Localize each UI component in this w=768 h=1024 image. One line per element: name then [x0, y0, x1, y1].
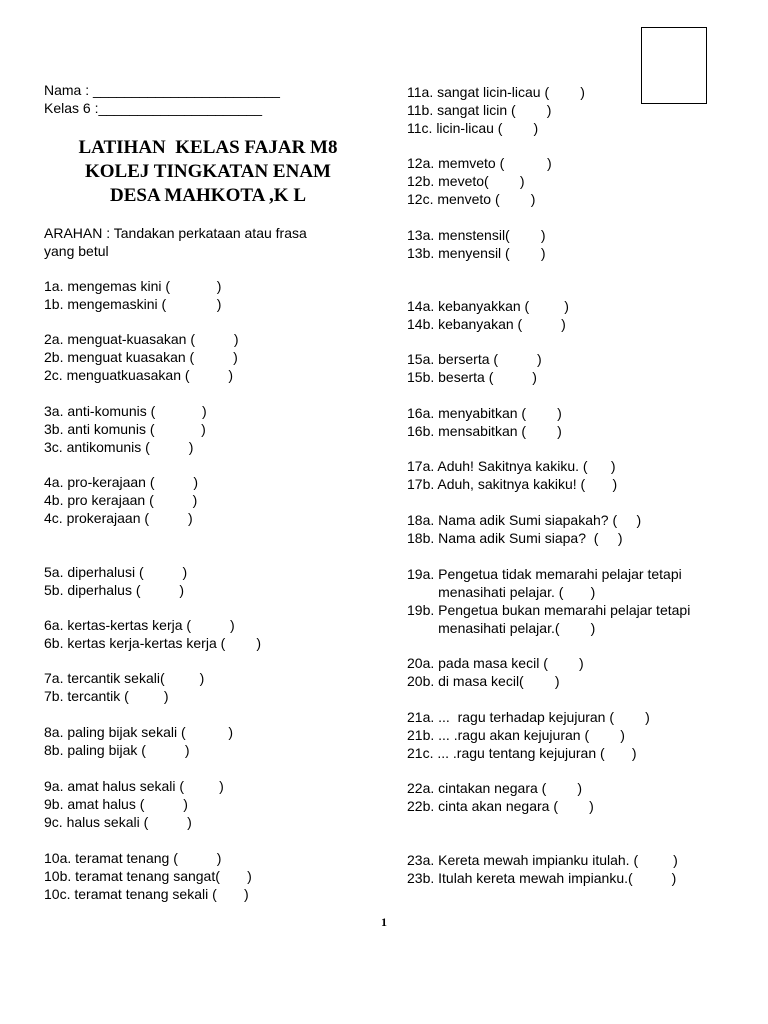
exercise-item: 15a. berserta ( ): [407, 351, 542, 367]
exercise-item: 21c. ... .ragu tentang kejujuran ( ): [407, 745, 637, 761]
exercise-item: 16a. menyabitkan ( ): [407, 405, 562, 421]
exercise-item: 4b. pro kerajaan ( ): [44, 492, 198, 508]
exercise-item: 1b. mengemaskini ( ): [44, 296, 222, 312]
exercise-item: 17b. Aduh, sakitnya kakiku! ( ): [407, 476, 618, 492]
exercise-item: 15b. beserta ( ): [407, 369, 537, 385]
title-line-2: KOLEJ TINGKATAN ENAM: [85, 161, 331, 182]
exercise-item: 13b. menyensil ( ): [407, 245, 546, 261]
name-field: Nama : ________________________: [44, 82, 280, 98]
exercise-item: 19a. Pengetua tidak memarahi pelajar tetapi: [407, 566, 682, 582]
exercise-item: 4a. pro-kerajaan ( ): [44, 474, 199, 490]
exercise-item: 12a. memveto ( ): [407, 155, 552, 171]
instruction-line-2: yang betul: [44, 243, 109, 259]
exercise-item: 3b. anti komunis ( ): [44, 421, 206, 437]
exercise-item: 7b. tercantik ( ): [44, 688, 169, 704]
exercise-item: 20b. di masa kecil( ): [407, 673, 560, 689]
exercise-item: 10a. teramat tenang ( ): [44, 850, 222, 866]
exercise-item: 6a. kertas-kertas kerja ( ): [44, 617, 235, 633]
exercise-item: 20a. pada masa kecil ( ): [407, 655, 584, 671]
page-number: 1: [381, 915, 387, 929]
exercise-item: 3a. anti-komunis ( ): [44, 403, 207, 419]
exercise-item: 19b. Pengetua bukan memarahi pelajar tetapi: [407, 602, 691, 618]
exercise-item: 10c. teramat tenang sekali ( ): [44, 886, 249, 902]
title-line-1: LATIHAN KELAS FAJAR M8: [78, 137, 338, 158]
exercise-item: 11c. licin-licau ( ): [407, 120, 539, 136]
exercise-item: 14a. kebanyakkan ( ): [407, 298, 569, 314]
instruction-line-1: ARAHAN : Tandakan perkataan atau frasa: [44, 225, 307, 241]
exercise-item: 1a. mengemas kini ( ): [44, 278, 222, 294]
exercise-item: 12b. meveto( ): [407, 173, 525, 189]
exercise-item: menasihati pelajar. ( ): [407, 584, 596, 600]
exercise-item: 12c. menveto ( ): [407, 191, 536, 207]
exercise-item: 7a. tercantik sekali( ): [44, 670, 205, 686]
exercise-item: 2a. menguat-kuasakan ( ): [44, 331, 239, 347]
exercise-item: 11a. sangat licin-licau ( ): [407, 84, 585, 100]
exercise-item: 2b. menguat kuasakan ( ): [44, 349, 238, 365]
exercise-item: 22b. cinta akan negara ( ): [407, 798, 594, 814]
exercise-item: 4c. prokerajaan ( ): [44, 510, 193, 526]
exercise-item: 6b. kertas kerja-kertas kerja ( ): [44, 635, 262, 651]
exercise-item: 14b. kebanyakan ( ): [407, 316, 566, 332]
exercise-item: 5b. diperhalus ( ): [44, 582, 185, 598]
title-line-3: DESA MAHKOTA ,K L: [109, 185, 306, 206]
exercise-item: 18b. Nama adik Sumi siapa? ( ): [407, 530, 623, 546]
exercise-item: 21a. ... ragu terhadap kejujuran ( ): [407, 709, 650, 725]
exercise-item: 9a. amat halus sekali ( ): [44, 778, 224, 794]
exercise-item: 13a. menstensil( ): [407, 227, 546, 243]
exercise-item: 8b. paling bijak ( ): [44, 742, 190, 758]
exercise-item: 3c. antikomunis ( ): [44, 439, 194, 455]
exercise-item: 11b. sangat licin ( ): [407, 102, 552, 118]
exercise-item: 21b. ... .ragu akan kejujuran ( ): [407, 727, 625, 743]
exercise-item: 18a. Nama adik Sumi siapakah? ( ): [407, 512, 642, 528]
exercise-item: 10b. teramat tenang sangat( ): [44, 868, 252, 884]
exercise-item: 5a. diperhalusi ( ): [44, 564, 188, 580]
exercise-item: 23b. Itulah kereta mewah impianku.( ): [407, 870, 677, 886]
photo-box: [641, 27, 707, 104]
exercise-item: 23a. Kereta mewah impianku itulah. ( ): [407, 852, 678, 868]
exercise-item: menasihati pelajar.( ): [407, 620, 596, 636]
exercise-item: 22a. cintakan negara ( ): [407, 780, 583, 796]
exercise-item: 8a. paling bijak sekali ( ): [44, 724, 234, 740]
exercise-item: 17a. Aduh! Sakitnya kakiku. ( ): [407, 458, 616, 474]
class-field: Kelas 6 :_____________________: [44, 100, 262, 116]
exercise-item: 9b. amat halus ( ): [44, 796, 188, 812]
exercise-item: 16b. mensabitkan ( ): [407, 423, 562, 439]
exercise-item: 2c. menguatkuasakan ( ): [44, 367, 234, 383]
exercise-item: 9c. halus sekali ( ): [44, 814, 192, 830]
